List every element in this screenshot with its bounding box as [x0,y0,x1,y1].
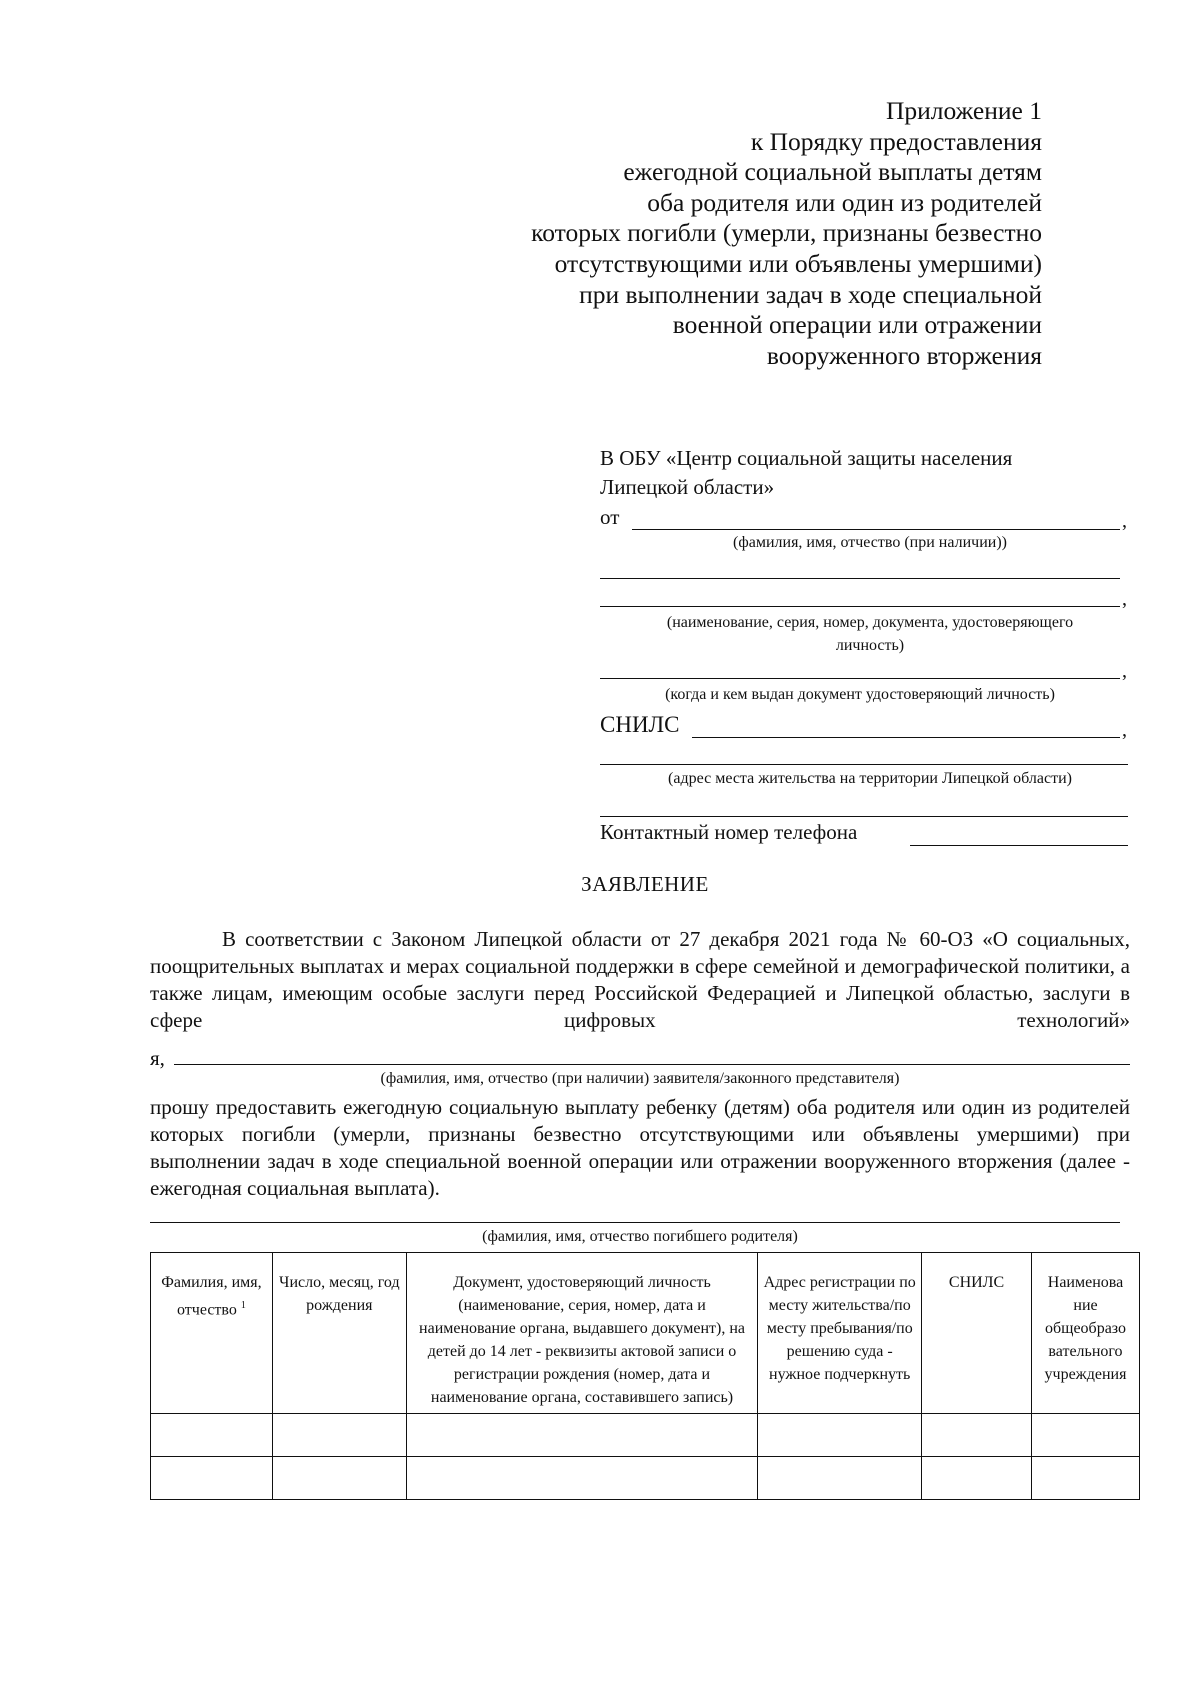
statement-paragraph-2: прошу предоставить ежегодную социальную выплату ребенку (детям) оба родителя или один из родителей которых погибли (умерли, признаны безвестно отсутствующими или объявлены умершими) при выполнении задач в ходе специальной военной операции или отражении вооруженного вторжения (далее - ежегодная социальная выплата). [150,1095,1130,1200]
appendix-line: Приложение 1 [886,96,1042,125]
document-heading: ЗАЯВЛЕНИЕ [581,872,709,896]
table-cell[interactable] [758,1414,922,1457]
hint-document-2: личность) [835,637,905,654]
comma: , [1122,588,1127,610]
identity-document-field-1[interactable] [600,578,1120,579]
table-row [151,1457,1140,1500]
table-header-cell: Наименова ние общеобразо вательного учреждения [1032,1253,1140,1414]
table-header-cell: Документ, удостоверяющий личность (наименование, серия, номер, дата и наименование органа, выдавшего документ), на детей до 14 лет - реквизиты актовой записи о регистрации рождения (номер, дата и наименование органа, составившего запись) [406,1253,758,1414]
address-field-2[interactable] [600,816,1128,817]
table-cell[interactable] [1032,1414,1140,1457]
snils-field[interactable] [692,737,1120,738]
appendix-line: ежегодной социальной выплаты детям [623,157,1042,187]
identity-document-field-2[interactable] [600,606,1120,607]
phone-label: Контактный номер телефона [600,820,858,844]
addressee-line-2: Липецкой области» [600,475,775,499]
table-header-cell: Адрес регистрации по месту жительства/по месту пребывания/по решению суда - нужное подчеркнуть [758,1253,922,1414]
statement-paragraph-1: В соответствии с Законом Липецкой области от 27 декабря 2021 года № 60-ОЗ «О социальных, поощрительных выплатах и мерах социальной поддержки в сфере семейной и демографической политики, а также лицам, имеющим особые заслуги перед Российской Федерацией и Липецкой областью, заслуги в сфере цифровых технологий» [150,927,1130,1032]
comma: , [1122,719,1127,741]
table-cell[interactable] [922,1414,1032,1457]
table-cell[interactable] [151,1414,273,1457]
appendix-line: при выполнении задач в ходе специальной [579,279,1042,309]
appendix-line: к Порядку предоставления [750,126,1042,156]
table-header-cell: Число, месяц, год рождения [272,1253,406,1414]
comma: , [1122,660,1127,682]
from-label: от [600,505,620,529]
hint-address: (адрес места жительства на территории Липецкой области) [668,770,1072,787]
applicant-fio-field[interactable] [174,1064,1130,1065]
ya-label: я, [150,1046,165,1070]
table-cell[interactable] [758,1457,922,1500]
table-cell[interactable] [272,1414,406,1457]
table-cell[interactable] [406,1457,758,1500]
appendix-line: которых погибли (умерли, признаны безвестно [531,218,1042,248]
parent-fio-field[interactable] [150,1222,1120,1223]
hint-applicant: (фамилия, имя, отчество (при наличии) заявителя/законного представителя) [380,1070,900,1087]
table-cell[interactable] [272,1457,406,1500]
addressee-line-1: В ОБУ «Центр социальной защиты населения [600,446,1013,470]
hint-issued: (когда и кем выдан документ удостоверяющий личность) [665,686,1055,703]
address-field[interactable] [600,764,1128,765]
table-header-cell: Фамилия, имя, отчество $^1$ [151,1253,273,1414]
comma: , [1122,510,1127,532]
hint-document-1: (наименование, серия, номер, документа, удостоверяющего [666,614,1074,631]
appendix-line: оба родителя или один из родителей [647,187,1042,217]
table-cell[interactable] [406,1414,758,1457]
children-table [150,1252,1140,1500]
appendix-block [422,96,1042,371]
table-header-row [151,1253,1140,1414]
appendix-line: вооруженного вторжения [766,340,1042,370]
table-cell[interactable] [1032,1457,1140,1500]
phone-field[interactable] [910,845,1128,846]
snils-label: СНИЛС [600,712,680,737]
table-row [151,1414,1140,1457]
appendix-line: военной операции или отражении [672,310,1042,340]
footnote-mark: 1 [240,1300,246,1311]
document-issued-field[interactable] [600,678,1120,679]
hint-fio: (фамилия, имя, отчество (при наличии)) [733,534,1007,551]
table-cell[interactable] [151,1457,273,1500]
applicant-name-field[interactable] [632,529,1120,530]
appendix-line: отсутствующими или объявлены умершими) [554,248,1042,278]
hint-parent: (фамилия, имя, отчество погибшего родителя) [482,1228,798,1245]
table-header-cell: СНИЛС [922,1253,1032,1414]
table-cell[interactable] [922,1457,1032,1500]
